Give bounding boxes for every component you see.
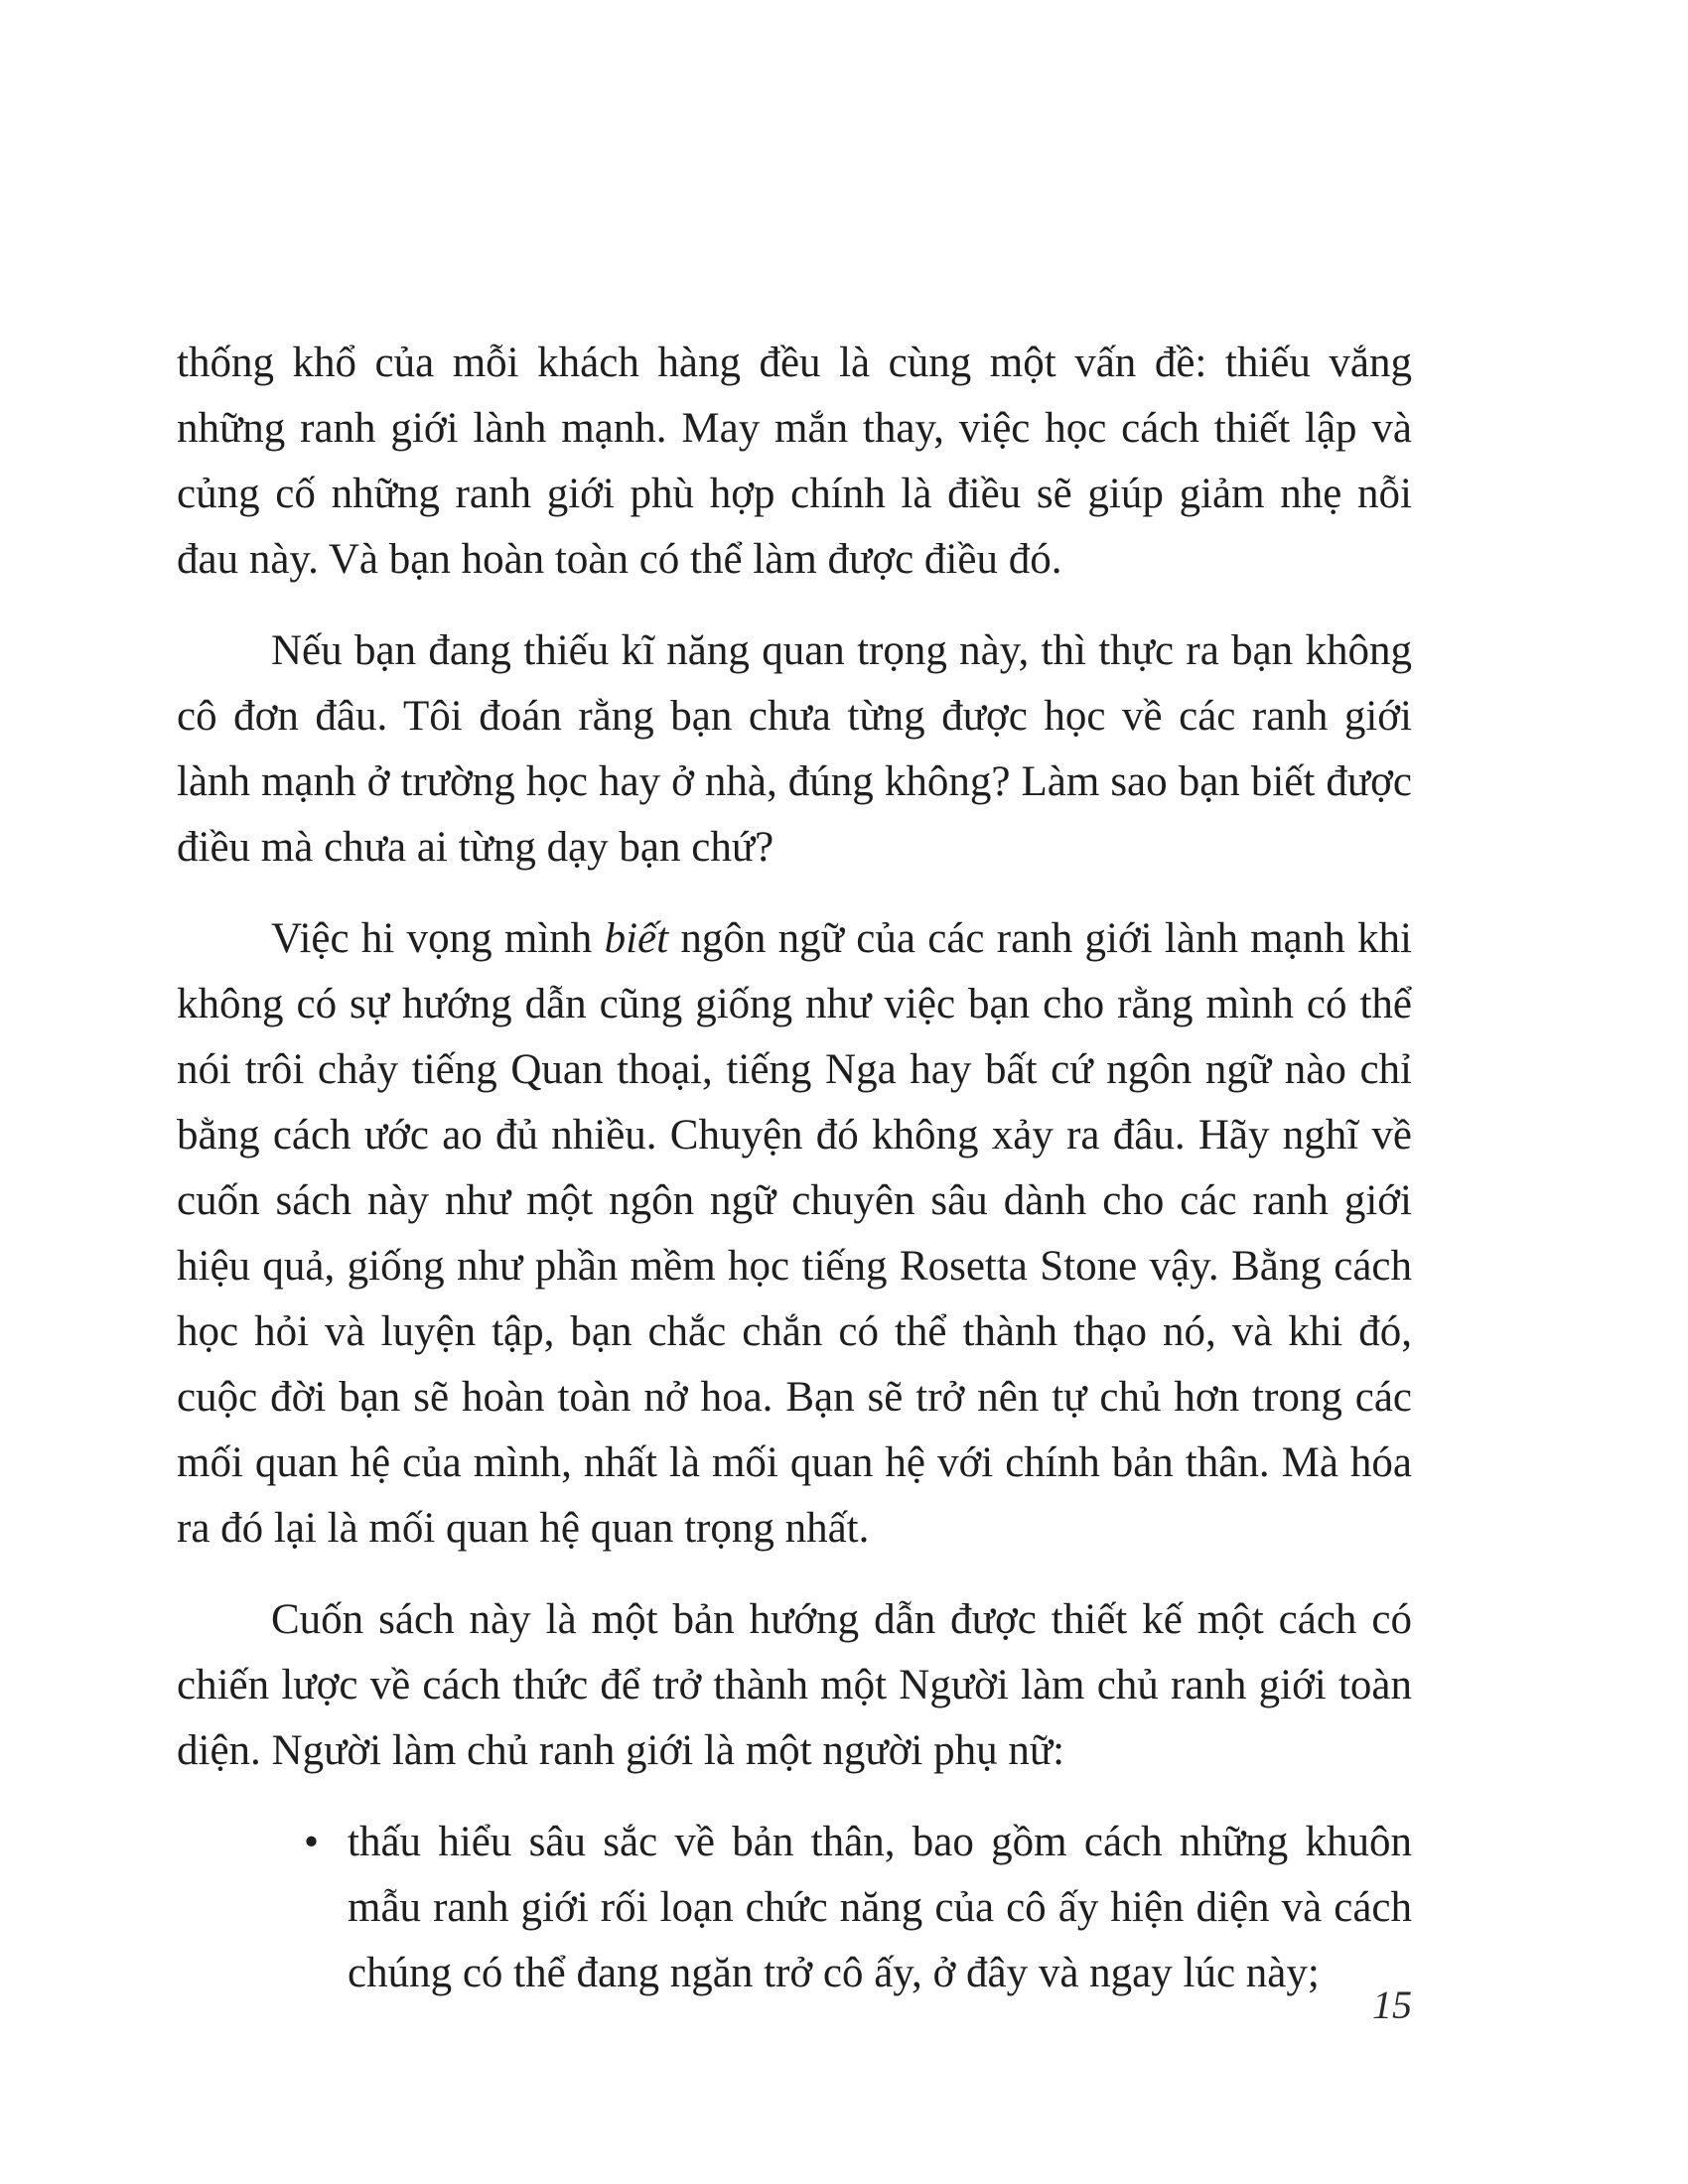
italic-word: biết <box>604 915 669 962</box>
paragraph-3-post-italic: ngôn ngữ của các ranh giới lành mạnh khi không có sự hướng dẫn cũng giống như việc bạn cho rằng mình có thể nói trôi chảy tiếng Quan thoại, tiếng Nga hay bất cứ ngôn ngữ nào chỉ bằng cách ước ao đủ nhiều. Chuyện đó không xảy ra đâu. Hãy nghĩ về cuốn sách này như một ngôn ngữ chuyên sâu dành cho các ranh giới hiệu quả, giống như phần mềm học tiếng Rosetta Stone vậy. Bằng cách học hỏi và luyện tập, bạn chắc chắn có thể thành thạo nó, và khi đó, cuộc đời bạn sẽ hoàn toàn nở hoa. Bạn sẽ trở nên tự chủ hơn trong các mối quan hệ của mình, nhất là mối quan hệ với chính bản thân. Mà hóa ra đó lại là mối quan hệ quan trọng nhất. <box>177 915 1413 1552</box>
page-number: 15 <box>1372 1982 1412 2027</box>
bullet-item-text: thấu hiểu sâu sắc về bản thân, bao gồm cách những khuôn mẫu ranh giới rối loạn chức năng của cô ấy hiện diện và cách chúng có thể đang ngăn trở cô ấy, ở đây và ngay lúc này; <box>348 1819 1412 1996</box>
bullet-icon: • <box>304 1819 320 1865</box>
paragraph-1: thống khổ của mỗi khách hàng đều là cùng một vấn đề: thiếu vắng những ranh giới lành mạnh. May mắn thay, việc học cách thiết lập và củng cố những ranh giới phù hợp chính là điều sẽ giúp giảm nhẹ nỗi đau này. Và bạn hoàn toàn có thể làm được điều đó. <box>177 340 1412 583</box>
paragraph-2: Nếu bạn đang thiếu kĩ năng quan trọng này, thì thực ra bạn không cô đơn đâu. Tôi đoán rằng bạn chưa từng được học về các ranh giới lành mạnh ở trường học hay ở nhà, đúng không? Làm sao bạn biết được điều mà chưa ai từng dạy bạn chứ? <box>177 627 1412 871</box>
text-block <box>177 331 1412 2006</box>
bullet-item <box>304 1810 1412 2006</box>
paragraph-3 <box>177 906 1412 1562</box>
paragraph-4: Cuốn sách này là một bản hướng dẫn được thiết kế một cách có chiến lược về cách thức để trở thành một Người làm chủ ranh giới toàn diện. Người làm chủ ranh giới là một người phụ nữ: <box>177 1596 1412 1774</box>
paragraph-3-pre-italic: Việc hi vọng mình <box>271 915 605 962</box>
